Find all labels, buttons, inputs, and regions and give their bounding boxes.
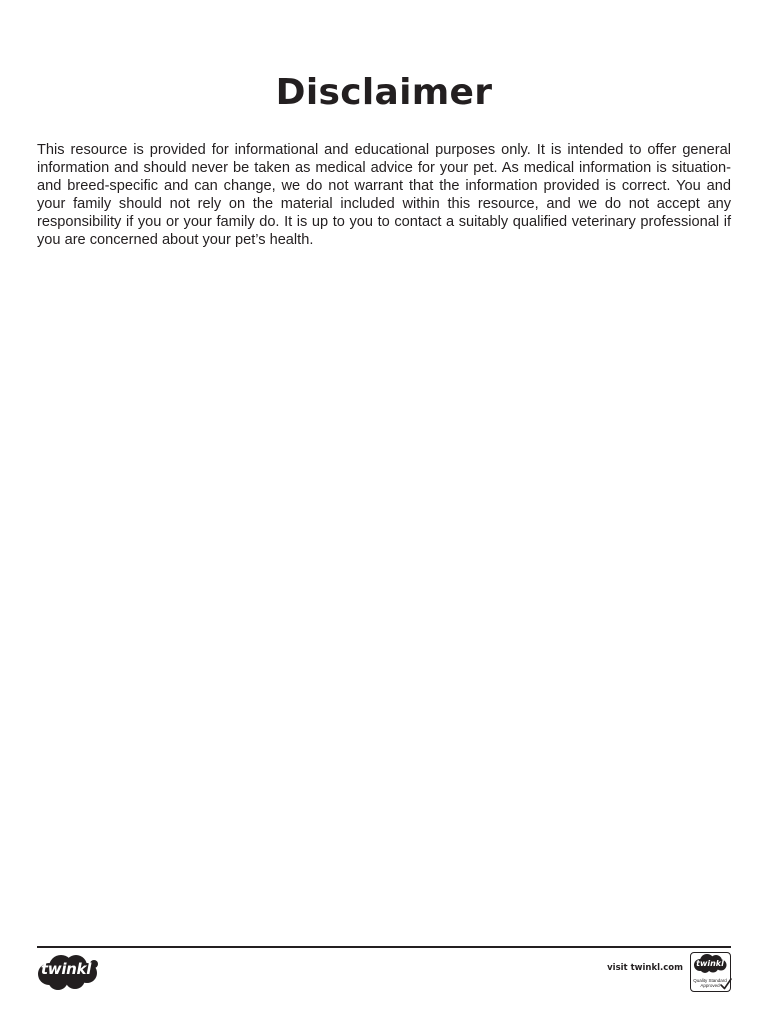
badge-caption-line1: Quality Standard: [693, 978, 727, 983]
page-title: Disclaimer: [275, 72, 493, 114]
checkmark-icon: [719, 977, 733, 991]
quality-badge: [689, 951, 733, 993]
badge-wordmark: twinkl: [696, 959, 724, 968]
footer-divider: [37, 946, 731, 948]
visit-website-link[interactable]: visit twinkl.com: [607, 963, 683, 973]
disclaimer-paragraph: This resource is provided for informational and educational purposes only. It is intended to offer general information and should never be taken as medical advice for your pet. As medical information is situation- and breed-specific and can change, we do not warrant that the information provided is correct. You and your family should not rely on the material included within this resource, and we do not accept any responsibility if you or your family do. It is up to you to contact a suitably qualified veterinary professional if you are concerned about your pet’s health.: [37, 141, 731, 249]
twinkl-logo[interactable]: [35, 952, 99, 992]
badge-caption-line2: Approved: [700, 983, 720, 988]
logo-wordmark: twinkl: [40, 960, 92, 978]
